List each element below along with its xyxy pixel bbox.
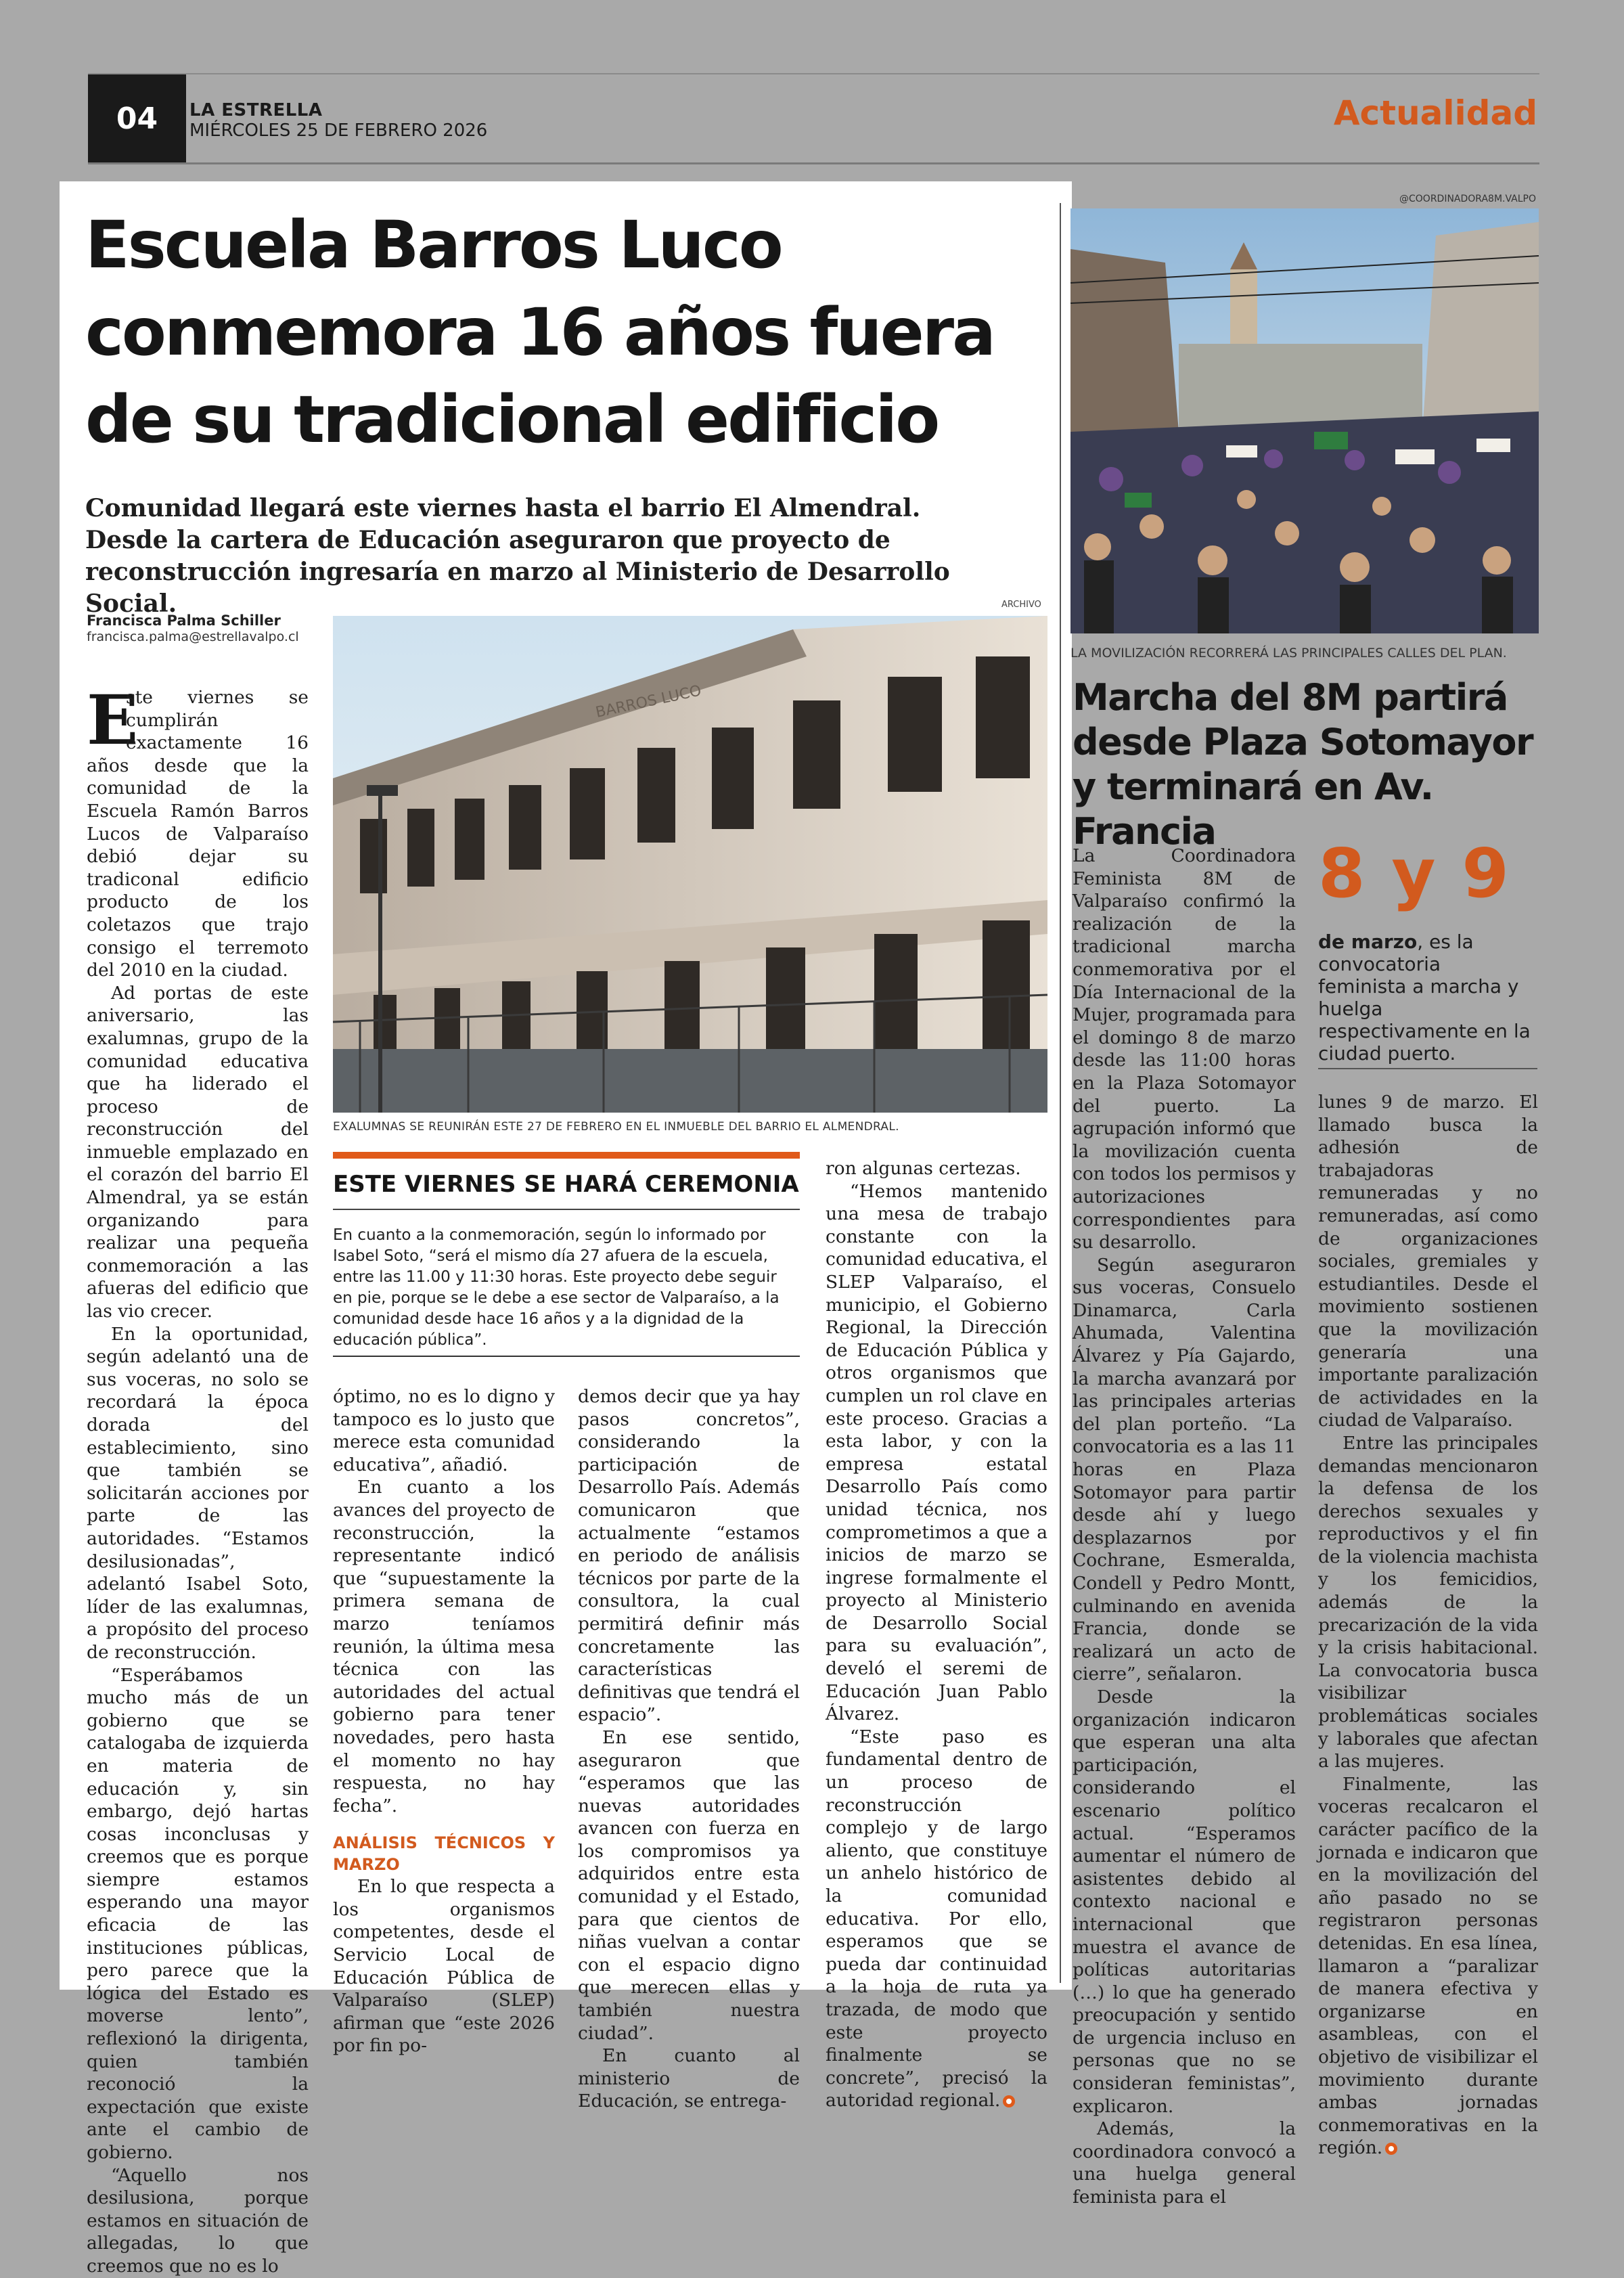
side-photo-caption: LA MOVILIZACIÓN RECORRERÁ LAS PRINCIPALES CALLES DEL PLAN. bbox=[1070, 646, 1507, 661]
end-of-article-icon bbox=[1385, 2143, 1397, 2155]
issue-date: MIÉRCOLES 25 DE FEBRERO 2026 bbox=[189, 120, 488, 141]
byline-name: Francisca Palma Schiller bbox=[87, 612, 281, 629]
highlight-rest: , es la convocatoria feminista a marcha y huelga respectivamente en la ciudad puerto. bbox=[1318, 931, 1531, 1065]
march-photo bbox=[1070, 208, 1539, 633]
section-subhead: ANÁLISIS TÉCNICOS Y MARZO bbox=[333, 1833, 555, 1875]
box-title: ESTE VIERNES SE HARÁ CEREMONIA bbox=[333, 1171, 799, 1198]
paragraph: En lo que respecta a los organismos competentes, desde el Servicio Local de Educación Pública de Valparaíso (SLEP) afirman que “este 2026 por fin po- bbox=[333, 1876, 555, 2057]
paragraph: “Este paso es fundamental dentro de un proceso de reconstrucción complejo y de largo aliento, que constituye un anhelo histórico de la comunidad educativa. Por ello, esperamos que se pueda dar continuidad a la hoja de ruta ya trazada, de modo que este proyecto finalmente se concrete”, precisó la autoridad regional. bbox=[826, 1726, 1047, 2112]
paragraph: ron algunas certezas. bbox=[826, 1158, 1021, 1179]
paragraph: Desde la organización indicaron que esperan una alta participación, considerando el escenario político actual. “Esperamos aumentar el número de asistentes debido al contexto nacional e internacional que muestra el avance de políticas autoritarias (…) lo que ha generado preocupación y sentido de urgencia incluso en personas que no se consideran feministas”, explicaron. bbox=[1073, 1686, 1296, 2117]
side-column-1 bbox=[1073, 845, 1296, 2209]
paragraph: En cuanto a los avances del proyecto de reconstrucción, la representante indicó que “supuestamente la primera semana de marzo teníamos reunión, la última mesa técnica con las autoridades del actual gobierno para tener novedades, pero hasta el momento no hay respuesta, no hay fecha”. bbox=[333, 1477, 555, 1816]
paragraph: demos decir que ya hay pasos concretos”, considerando la participación de Desarrollo País. Además comunicaron que actualmente “estamos en periodo de análisis técnicos por parte de la consultora, la cual permitirá definir más concretamente las características definitivas que tendrá el espacio”. bbox=[578, 1386, 800, 1726]
section-label: Actualidad bbox=[1333, 93, 1537, 133]
paragraph: “Esperábamos mucho más de un gobierno que se catalogaba de izquierda en materia de educación y, sin embargo, dejó hartas cosas inconclusas y creemos que es porque siempre estamos esperando una mayor eficacia de las instituciones públicas, pero parece que la lógica del Estado es moverse lento”, reflexionó la dirigenta, quien también reconoció la expectación que existe ante el cambio de gobierno. bbox=[87, 1664, 309, 2163]
page-number: 04 bbox=[88, 74, 186, 162]
paragraph: Además, la coordinadora convocó a una huelga general feminista para el bbox=[1073, 2118, 1296, 2208]
byline-email[interactable]: francisca.palma@estrellavalpo.cl bbox=[87, 629, 299, 644]
box-bottom-rule bbox=[333, 1356, 800, 1357]
paragraph: ste viernes se cumplirán exactamente 16 años desde que la comunidad de la Escuela Ramón Barros Lucos de Valparaíso debió dejar su tradiconal edificio producto de los coletazos que trajo consigo el terremoto del 2010 en la ciudad. bbox=[87, 687, 309, 981]
article-deck: Comunidad llegará este viernes hasta el barrio El Almendral. Desde la cartera de Educación aseguraron que proyecto de reconstrucción ingresaría en marzo al Ministerio de Desarrollo Social. bbox=[85, 494, 950, 618]
header-rule bbox=[88, 162, 1539, 164]
paragraph: En la oportunidad, según adelantó una de sus voceras, no solo se recordará la época dorada del establecimiento, sino que también se solicitarán acciones por parte de las autoridades. “Estamos desilusionadas”, adelantó Isabel Soto, líder de las exalumnas, a propósito del proceso de reconstrucción. bbox=[87, 1323, 309, 1663]
paragraph: “Hemos mantenido una mesa de trabajo constante con la comunidad educativa, el SLEP Valparaíso, el municipio, el Gobierno Regional, la Dirección de Educación Pública y otros organismos que cumplen un rol clave en este proceso. Gracias a esta labor, y con la empresa estatal Desarrollo País como unidad técnica, nos comprometimos a que a inicios de marzo se ingrese formalmente el proyecto al Ministerio de Desarrollo Social para su evaluación”, develó el seremi de Educación Juan Pablo Álvarez. bbox=[826, 1180, 1047, 1725]
highlight-bold: de marzo bbox=[1318, 931, 1418, 953]
paragraph: lunes 9 de marzo. El llamado busca la adhesión de trabajadoras remuneradas y no remuneradas, así como de organizaciones sociales, gremiales y estudiantiles. Desde el movimiento sostienen que la movilización generaría una importante paralización de actividades en la ciudad de Valparaíso. bbox=[1318, 1092, 1538, 1431]
paragraph: En cuanto al ministerio de Educación, se entrega- bbox=[578, 2045, 800, 2112]
column-separator bbox=[1060, 203, 1061, 1983]
paragraph: óptimo, no es lo digno y tampoco es lo justo que merece esta comunidad educativa”, añadió. bbox=[333, 1386, 555, 1475]
paragraph: Finalmente, las voceras recalcaron el carácter pacífico de la jornada e indicaron que en la movilización del año pasado no se registraron personas detenidas. En esa línea, llamaron a “paralizar de manera efectiva y organizarse en asambleas, con el objetivo de visibilizar el movimiento durante ambas jornadas conmemorativas en la región. bbox=[1318, 1773, 1538, 2159]
paragraph: La Coordinadora Feminista 8M de Valparaíso confirmó la realización de la tradicional marcha conmemorativa por el Día Internacional de la Mujer, programada para el domingo 8 de marzo desde las 11:00 horas en la Plaza Sotomayor del puerto. La agrupación informó que la movilización cuenta con todos los permisos y autorizaciones correspondientes para su desarrollo. bbox=[1073, 845, 1296, 1253]
highlight-rule bbox=[1318, 1068, 1537, 1069]
drop-cap-spacer bbox=[87, 686, 126, 743]
article-headline: Escuela Barros Luco conmemora 16 años fuera de su tradicional edificio bbox=[85, 207, 994, 457]
side-photo-credit: @COORDINADORA8M.VALPO bbox=[1399, 194, 1536, 204]
end-of-article-icon bbox=[1003, 2095, 1015, 2107]
side-headline: Marcha del 8M partirá desde Plaza Sotomayor y terminará en Av. Francia bbox=[1073, 676, 1533, 853]
box-text: En cuanto a la conmemoración, según lo informado por Isabel Soto, “será el mismo día 27 afuera de la escuela, entre las 11.00 y 11:30 horas. Este proyecto debe seguir en pie, porque se le debe a ese sector de Valparaíso, a la comunidad desde hace 16 años y a la dignidad de la educación pública”. bbox=[333, 1226, 780, 1349]
newspaper-name: LA ESTRELLA bbox=[189, 100, 323, 120]
box-divider bbox=[333, 1209, 800, 1210]
article-column-2 bbox=[333, 1385, 555, 2057]
article-column-1 bbox=[87, 680, 309, 2278]
side-column-2 bbox=[1318, 1091, 1538, 2160]
article-column-4 bbox=[826, 1157, 1047, 2112]
article-column-3 bbox=[578, 1385, 800, 2113]
photo-caption: EXALUMNAS SE REUNIRÁN ESTE 27 DE FEBRERO EN EL INMUEBLE DEL BARRIO EL ALMENDRAL. bbox=[333, 1120, 899, 1134]
paragraph: Según aseguraron sus voceras, Consuelo Dinamarca, Carla Ahumada, Valentina Álvarez y Pía Gajardo, la marcha avanzará por las principales arterias del plan porteño. “La convocatoria es a las 11 horas en Plaza Sotomayor para partir desde ahí y luego desplazarnos por Cochrane, Esmeralda, Condell y Pedro Montt, culminando en avenida Francia, donde se realizará un acto de cierre”, señalaron. bbox=[1073, 1254, 1296, 1685]
march-illustration bbox=[1070, 208, 1539, 633]
building-sign-text: BARROS LUCO bbox=[594, 682, 703, 721]
box-accent-bar bbox=[333, 1152, 800, 1159]
photo-credit: ARCHIVO bbox=[1001, 600, 1041, 610]
top-rule bbox=[88, 73, 1539, 74]
school-building-photo bbox=[333, 616, 1047, 1113]
highlight-number: 8 y 9 bbox=[1318, 834, 1510, 913]
school-building-illustration bbox=[333, 616, 1047, 1113]
paragraph: Ad portas de este aniversario, las exalumnas, grupo de la comunidad educativa que ha liderado el proceso de reconstrucción del inmueble emplazado en el corazón del barrio El Almendral, ya se están organizando para realizar una pequeña conmemoración a las afueras del edificio que las vio crecer. bbox=[87, 982, 309, 1322]
highlight-text bbox=[1318, 931, 1535, 1065]
paragraph: “Aquello nos desilusiona, porque estamos en situación de allegadas, lo que creemos que no es lo bbox=[87, 2164, 309, 2277]
paragraph: En ese sentido, aseguraron que “esperamos que las nuevas autoridades avancen con fuerza en los compromisos ya adquiridos entre esta comunidad y el Estado, para que cientos de niñas vuelvan a contar con el espacio digno que merecen ellas y también nuestra ciudad”. bbox=[578, 1726, 800, 2044]
drop-cap: E bbox=[87, 680, 139, 760]
paragraph: Entre las principales demandas mencionaron la defensa de los derechos sexuales y reproductivos y el fin de la violencia machista y los femicidios, además de la precarización de la vida y la crisis habitacional. La convocatoria busca visibilizar problemáticas sociales y laborales que afectan a las mujeres. bbox=[1318, 1432, 1538, 1772]
